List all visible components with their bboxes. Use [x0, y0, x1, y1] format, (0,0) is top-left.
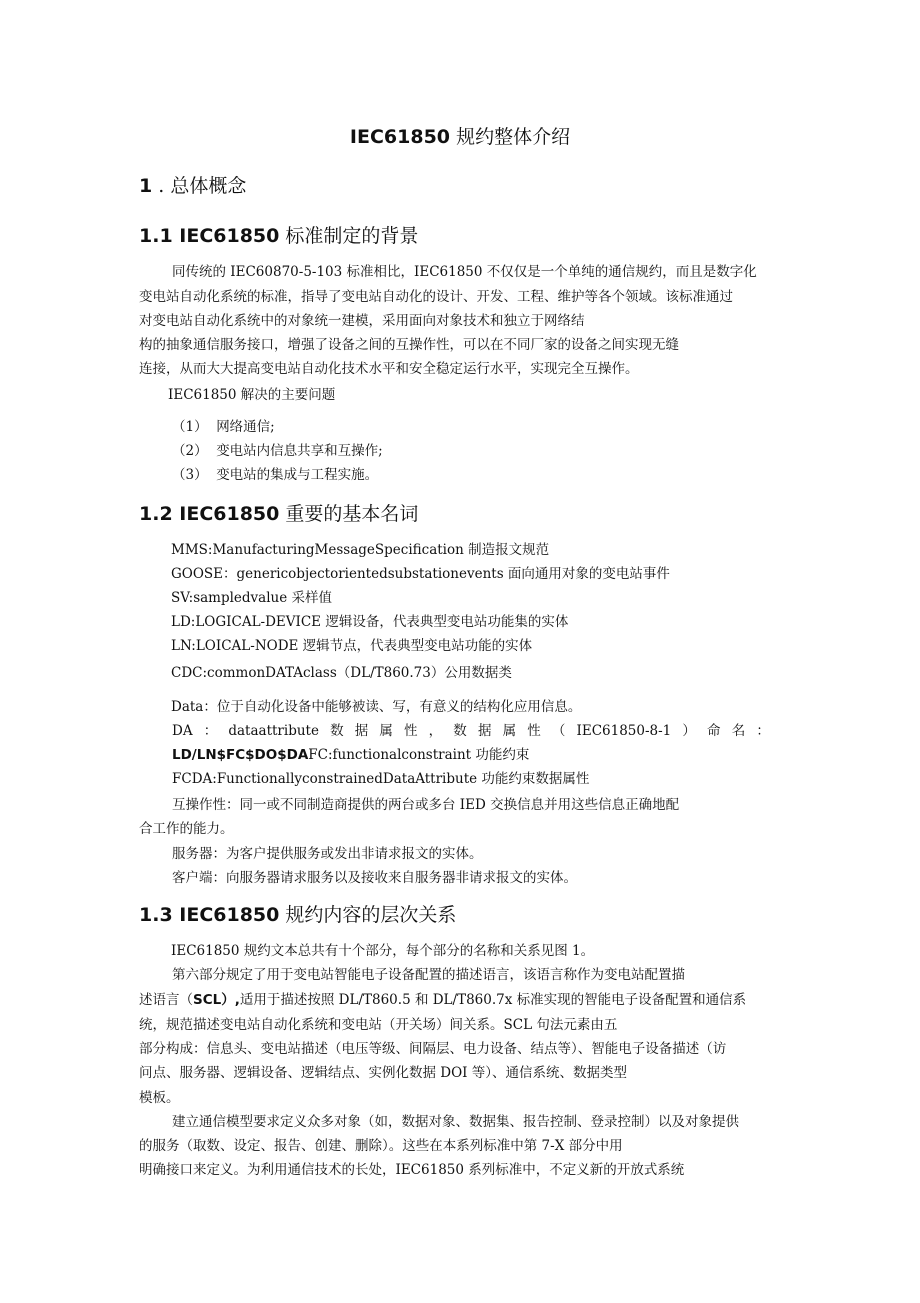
- page-title-code: IEC61850: [349, 126, 451, 148]
- list-item-text: 网络通信;: [216, 419, 275, 435]
- list-item: [172, 418, 275, 436]
- term-server: 服务器：为客户提供服务或发出非请求报文的实体。: [172, 846, 483, 862]
- da-word: 属: [379, 723, 393, 739]
- da-word: 数: [453, 723, 467, 739]
- term-da-line: [172, 722, 770, 740]
- term-interop-line1: 互操作性：同一或不同制造商提供的两台或多台 IED 交换信息并用这些信息正确地配: [172, 797, 680, 813]
- page-title: [0, 128, 920, 146]
- paragraph-line: 明确接口来定义。为利用通信技术的长处，IEC61850 系列标准中，不定义新的开放式系统: [139, 1162, 685, 1178]
- section-1-1-text: 标准制定的背景: [285, 225, 419, 247]
- term-cdc: CDC:commonDATAclass（DL/T860.73）公用数据类: [171, 665, 512, 681]
- section-1-2-heading: [139, 505, 418, 523]
- term-mms: MMS:ManufacturingMessageSpecification 制造报文规范: [171, 542, 550, 558]
- da-word: 据: [477, 723, 492, 739]
- paragraph-line: 建立通信模型要求定义众多对象（如，数据对象、数据集、报告控制、登录控制）以及对象提供: [172, 1114, 739, 1130]
- list-item: [172, 466, 378, 484]
- list-item-number: （1）: [172, 419, 208, 435]
- da-word: 命: [707, 723, 721, 739]
- term-da-naming: [172, 746, 529, 764]
- scl-rest: 适用于描述按照 DL/T860.5 和 DL/T860.7x 标准实现的智能电子设备配置和通信系: [239, 992, 747, 1008]
- paragraph-line: 的服务（取数、设定、报告、创建、删除）。这些在本系列标准中第 7-X 部分中用: [139, 1138, 623, 1154]
- da-word: 数: [330, 723, 344, 739]
- da-word: dataattribute: [228, 723, 319, 739]
- da-word: DA: [172, 723, 193, 739]
- term-client: 客户端：向服务器请求服务以及接收来自服务器非请求报文的实体。: [172, 870, 577, 886]
- da-word: 性: [404, 723, 418, 739]
- da-word: 据: [354, 723, 369, 739]
- section-1-3-text: 规约内容的层次关系: [285, 904, 457, 926]
- da-word: 性: [527, 723, 541, 739]
- section-1-2-number: 1.2 IEC61850: [139, 503, 280, 525]
- list-item: [172, 442, 383, 460]
- section-1-text: . 总体概念: [158, 175, 247, 197]
- list-item-text: 变电站内信息共享和互操作;: [216, 443, 383, 459]
- da-naming-rest: FC:functionalconstraint 功能约束: [308, 747, 530, 763]
- da-word: 属: [502, 723, 517, 739]
- scl-bold: SCL）,: [193, 992, 240, 1008]
- paragraph-line: 第六部分规定了用于变电站智能电子设备配置的描述语言，该语言称作为变电站配置描: [172, 967, 685, 983]
- term-ld: LD:LOGICAL-DEVICE 逻辑设备，代表典型变电站功能集的实体: [171, 614, 569, 630]
- da-word: ）: [682, 723, 696, 739]
- section-1-number: 1: [139, 175, 153, 197]
- section-1-2-text: 重要的基本名词: [285, 503, 419, 525]
- da-word: ：: [756, 723, 770, 739]
- da-naming-bold: LD/LN$FC$DO$DA: [172, 747, 309, 763]
- da-word: 名: [731, 723, 746, 739]
- section-1-1-number: 1.1 IEC61850: [139, 225, 280, 247]
- paragraph-line: 变电站自动化系统的标准，指导了变电站自动化的设计、开发、工程、维护等各个领域。该标准通过: [139, 289, 733, 305]
- term-interop-line2: 合工作的能力。: [139, 821, 234, 837]
- da-word: ：: [203, 723, 218, 739]
- da-word: （: [551, 723, 566, 739]
- da-word: IEC61850-8-1: [576, 723, 672, 739]
- term-goose: GOOSE：genericobjectorientedsubstationevents 面向通用对象的变电站事件: [171, 566, 670, 582]
- da-word: ，: [428, 723, 443, 739]
- paragraph-line: 部分构成：信息头、变电站描述（电压等级、间隔层、电力设备、结点等）、智能电子设备描述（访: [139, 1041, 727, 1057]
- issues-heading: IEC61850 解决的主要问题: [168, 387, 336, 403]
- paragraph-line: 连接，从而大大提高变电站自动化技术水平和安全稳定运行水平，实现完全互操作。: [139, 361, 639, 377]
- term-ln: LN:LOICAL-NODE 逻辑节点，代表典型变电站功能的实体: [171, 638, 533, 654]
- paragraph-line: [139, 991, 746, 1009]
- paragraph-line: 统，规范描述变电站自动化系统和变电站（开关场）间关系。SCL 句法元素由五: [139, 1017, 618, 1033]
- section-1-3-heading: [139, 906, 456, 924]
- page-title-text: 规约整体介绍: [456, 126, 571, 148]
- scl-prefix: 述语言（: [139, 992, 193, 1008]
- section-1-heading: [139, 177, 246, 195]
- section-1-1-heading: [139, 227, 418, 245]
- term-sv: SV:sampledvalue 采样值: [171, 590, 333, 606]
- list-item-text: 变电站的集成与工程实施。: [216, 467, 379, 483]
- paragraph-line: 对变电站自动化系统中的对象统一建模，采用面向对象技术和独立于网络结: [139, 313, 585, 329]
- paragraph-line: 问点、服务器、逻辑设备、逻辑结点、实例化数据 DOI 等）、通信系统、数据类型: [139, 1065, 628, 1081]
- paragraph-line: 构的抽象通信服务接口，增强了设备之间的互操作性，可以在不同厂家的设备之间实现无缝: [139, 337, 679, 353]
- paragraph-line: 同传统的 IEC60870-5-103 标准相比，IEC61850 不仅仅是一个单纯的通信规约，而且是数字化: [172, 264, 757, 280]
- list-item-number: （2）: [172, 443, 208, 459]
- paragraph-line: 模板。: [139, 1090, 180, 1106]
- term-fcda: FCDA:FunctionallyconstrainedDataAttribute 功能约束数据属性: [172, 771, 590, 787]
- term-data: Data：位于自动化设备中能够被读、写，有意义的结构化应用信息。: [171, 699, 582, 715]
- list-item-number: （3）: [172, 467, 208, 483]
- section-1-3-number: 1.3 IEC61850: [139, 904, 280, 926]
- paragraph-line: IEC61850 规约文本总共有十个部分，每个部分的名称和关系见图 1。: [171, 943, 595, 959]
